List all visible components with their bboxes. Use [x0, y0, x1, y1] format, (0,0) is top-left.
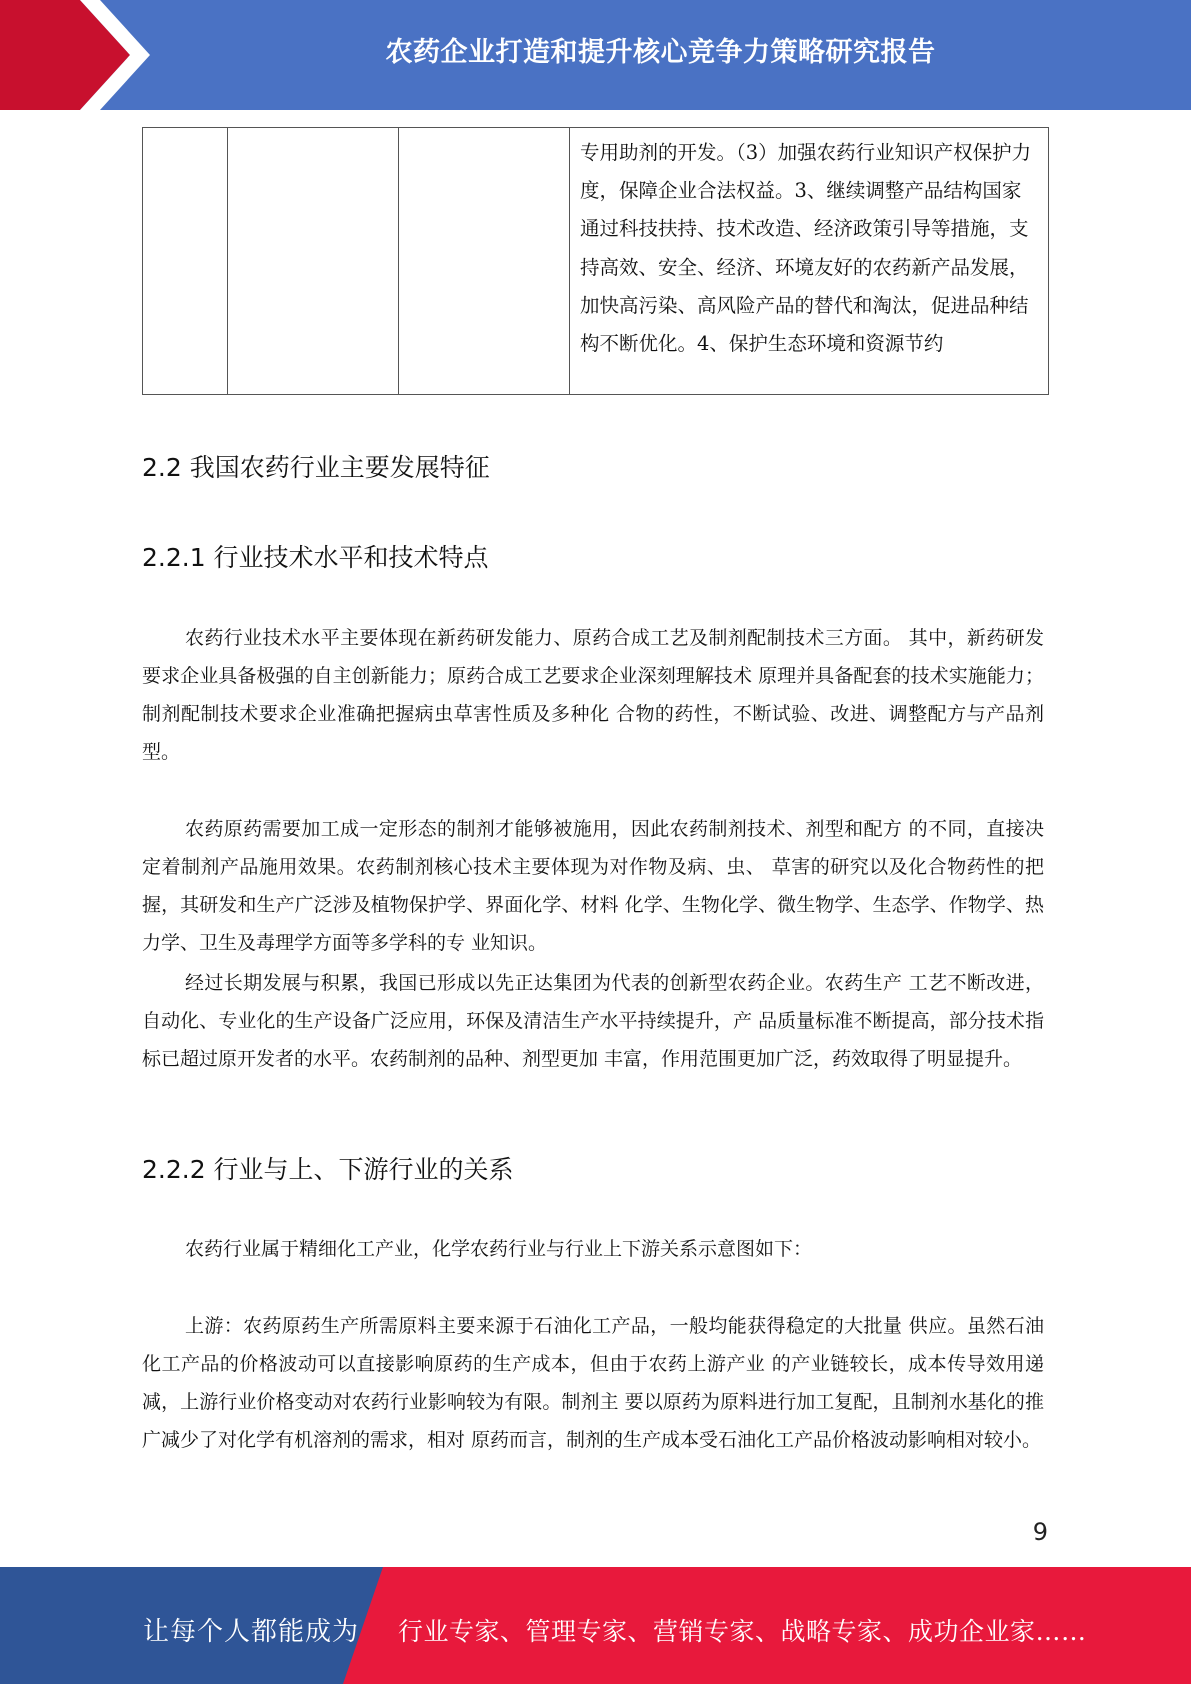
table-cell-empty — [143, 128, 228, 395]
paragraph-formulation-tech: 农药原药需要加工成一定形态的制剂才能够被施用，因此农药制剂技术、剂型和配方 的不同，直接决定着制剂产品施用效果。农药制剂核心技术主要体现为对作物及病、虫、 草害的研究以及化合物药性的把握，其研发和生产广泛涉及植物保护学、界面化学、材料 化学、生物化学、微生物学、生态学、作物学、热力学、卫生及毒理学方面等多学科的专 业知识。 — [142, 818, 1044, 954]
paragraph-tech-level: 农药行业技术水平主要体现在新药研发能力、原药合成工艺及制剂配制技术三方面。 其中，新药研发要求企业具备极强的自主创新能力；原药合成工艺要求企业深刻理解技术 原理并具备配套的技术实施能力；制剂配制技术要求企业准确把握病虫草害性质及多种化 合物的药性，不断试验、改进、调整配方与产品剂型。 — [142, 627, 1044, 763]
paragraph-industry-chain-intro: 农药行业属于精细化工产业，化学农药行业与行业上下游关系示意图如下： — [185, 1238, 813, 1260]
table-cell-empty — [399, 128, 570, 395]
page-footer — [0, 1567, 1191, 1684]
footer-slogan-left: 让每个人都能成为 — [143, 1617, 360, 1647]
paragraph-upstream: 上游：农药原药生产所需原料主要来源于石油化工产品，一般均能获得稳定的大批量 供应。虽然石油化工产品的价格波动可以直接影响原药的生产成本，但由于农药上游产业 的产业链较长，成本传导效用递减，上游行业价格变动对农药行业影响较为有限。制剂主 要以原药为原料进行加工复配，且制剂水基化的推广减少了对化学有机溶剂的需求，相对 原药而言，制剂的生产成本受石油化工产品价格波动影响相对较小。 — [142, 1315, 1044, 1451]
policy-table-continuation — [142, 127, 1049, 395]
header-arrow-icon — [0, 0, 160, 110]
page-header — [0, 0, 1191, 110]
table-cell-policy-text: 专用助剂的开发。（3）加强农药行业知识产权保护力度，保障企业合法权益。3、继续调整产品结构国家通过科技扶持、技术改造、经济政策引导等措施，支持高效、安全、经济、环境友好的农药新产品发展，加快高污染、高风险产品的替代和淘汰，促进品种结构不断优化。4、保护生态环境和资源节约 — [570, 128, 1049, 395]
footer-slogan-right: 行业专家、管理专家、营销专家、战略专家、成功企业家…… — [398, 1617, 1087, 1646]
section-heading-2-2-1: 2.2.1 行业技术水平和技术特点 — [142, 543, 489, 572]
section-heading-2-2: 2.2 我国农药行业主要发展特征 — [142, 453, 490, 482]
table-row — [143, 128, 1049, 395]
paragraph-development: 经过长期发展与积累，我国已形成以先正达集团为代表的创新型农药企业。农药生产 工艺不断改进，自动化、专业化的生产设备广泛应用，环保及清洁生产水平持续提升，产 品质量标准不断提高，部分技术指标已超过原开发者的水平。农药制剂的品种、剂型更加 丰富，作用范围更加广泛，药效取得了明显提升。 — [142, 972, 1044, 1070]
report-title: 农药企业打造和提升核心竞争力策略研究报告 — [385, 37, 936, 68]
page-number: 9 — [1032, 1518, 1048, 1546]
section-heading-2-2-2: 2.2.2 行业与上、下游行业的关系 — [142, 1155, 514, 1184]
table-cell-empty — [228, 128, 399, 395]
